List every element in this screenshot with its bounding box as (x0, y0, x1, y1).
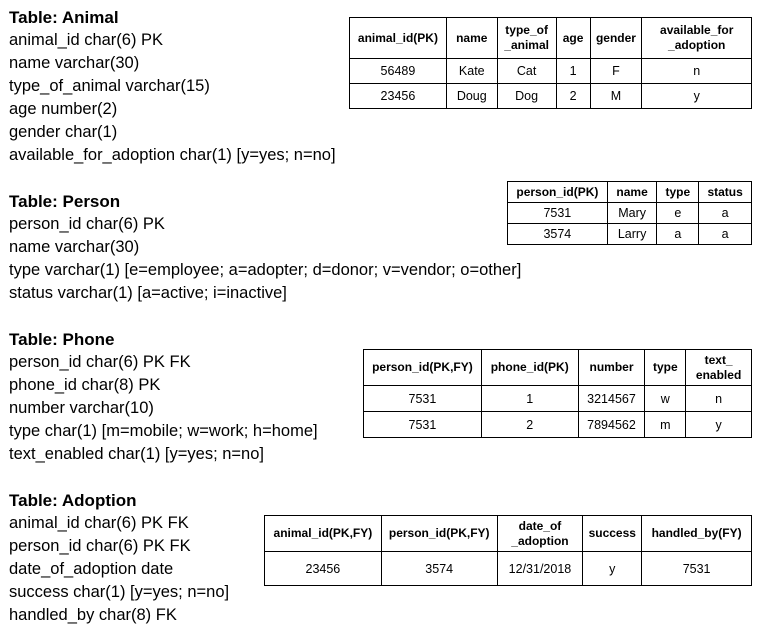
cell: n (686, 386, 752, 412)
field-line: animal_id char(6) PK (9, 31, 164, 49)
cell: a (699, 224, 752, 245)
cell: 3574 (508, 224, 608, 245)
field-line: name varchar(30) (9, 238, 140, 256)
schema-animal (9, 6, 336, 167)
section-title: Table: Animal (9, 8, 119, 27)
header-cell: type (645, 350, 686, 386)
cell: 2 (481, 412, 578, 438)
cell: Doug (446, 84, 497, 109)
cell: M (590, 84, 642, 109)
cell: y (583, 552, 642, 586)
cell: y (686, 412, 752, 438)
header-cell: person_id(PK,FY) (381, 516, 497, 552)
table-row (364, 412, 752, 438)
table-row (350, 84, 752, 109)
header-cell: gender (590, 18, 642, 59)
cell: 7531 (508, 203, 608, 224)
field-line: phone_id char(8) PK (9, 376, 161, 394)
schema-adoption (9, 489, 229, 627)
person-table (507, 181, 752, 245)
cell: e (657, 203, 699, 224)
section-title: Table: Phone (9, 330, 115, 349)
cell: 23456 (265, 552, 382, 586)
field-line: number varchar(10) (9, 399, 154, 417)
header-cell: age (556, 18, 590, 59)
field-line: name varchar(30) (9, 54, 140, 72)
field-line: status varchar(1) [a=active; i=inactive] (9, 284, 287, 302)
header-cell: success (583, 516, 642, 552)
cell: 7531 (364, 412, 482, 438)
field-line: handled_by char(8) FK (9, 606, 177, 624)
adoption-table (264, 515, 752, 586)
header-cell: animal_id(PK) (350, 18, 447, 59)
header-cell: text_ enabled (686, 350, 752, 386)
schema-phone (9, 328, 318, 466)
cell: 56489 (350, 59, 447, 84)
field-line: success char(1) [y=yes; n=no] (9, 583, 230, 601)
cell: 1 (481, 386, 578, 412)
table-row (350, 59, 752, 84)
cell: 3214567 (578, 386, 645, 412)
table-row (508, 224, 752, 245)
field-line: animal_id char(6) PK FK (9, 514, 189, 532)
field-line: text_enabled char(1) [y=yes; n=no] (9, 445, 264, 463)
cell: y (642, 84, 752, 109)
header-cell: person_id(PK) (508, 182, 608, 203)
field-line: date_of_adoption date (9, 560, 174, 578)
field-line: person_id char(6) PK FK (9, 537, 191, 555)
cell: 1 (556, 59, 590, 84)
field-line: person_id char(6) PK (9, 215, 165, 233)
field-line: age number(2) (9, 100, 118, 118)
phone-table (363, 349, 752, 438)
field-line: type_of_animal varchar(15) (9, 77, 210, 95)
header-cell: status (699, 182, 752, 203)
cell: Kate (446, 59, 497, 84)
cell: Mary (607, 203, 657, 224)
header-cell: name (446, 18, 497, 59)
header-cell: type_of _animal (497, 18, 556, 59)
cell: 12/31/2018 (497, 552, 583, 586)
header-cell: phone_id(PK) (481, 350, 578, 386)
section-title: Table: Adoption (9, 491, 137, 510)
field-line: person_id char(6) PK FK (9, 353, 191, 371)
cell: a (699, 203, 752, 224)
cell: Dog (497, 84, 556, 109)
animal-table (349, 17, 752, 109)
header-cell: handled_by(FY) (642, 516, 752, 552)
cell: Cat (497, 59, 556, 84)
header-cell: animal_id(PK,FY) (265, 516, 382, 552)
cell: 2 (556, 84, 590, 109)
header-cell: number (578, 350, 645, 386)
cell: n (642, 59, 752, 84)
header-cell: type (657, 182, 699, 203)
header-cell: name (607, 182, 657, 203)
cell: 7531 (364, 386, 482, 412)
cell: 7531 (642, 552, 752, 586)
header-cell: date_of _adoption (497, 516, 583, 552)
cell: 3574 (381, 552, 497, 586)
schema-person (9, 190, 521, 305)
cell: a (657, 224, 699, 245)
section-title: Table: Person (9, 192, 121, 211)
table-row (364, 386, 752, 412)
field-line: available_for_adoption char(1) [y=yes; n=no] (9, 146, 336, 164)
header-cell: person_id(PK,FY) (364, 350, 482, 386)
cell: 23456 (350, 84, 447, 109)
cell: Larry (607, 224, 657, 245)
cell: m (645, 412, 686, 438)
cell: w (645, 386, 686, 412)
cell: 7894562 (578, 412, 645, 438)
field-line: gender char(1) (9, 123, 118, 141)
table-row (265, 552, 752, 586)
header-cell: available_for _adoption (642, 18, 752, 59)
field-line: type char(1) [m=mobile; w=work; h=home] (9, 422, 318, 440)
table-row (508, 203, 752, 224)
field-line: type varchar(1) [e=employee; a=adopter; d=donor; v=vendor; o=other] (9, 261, 522, 279)
cell: F (590, 59, 642, 84)
